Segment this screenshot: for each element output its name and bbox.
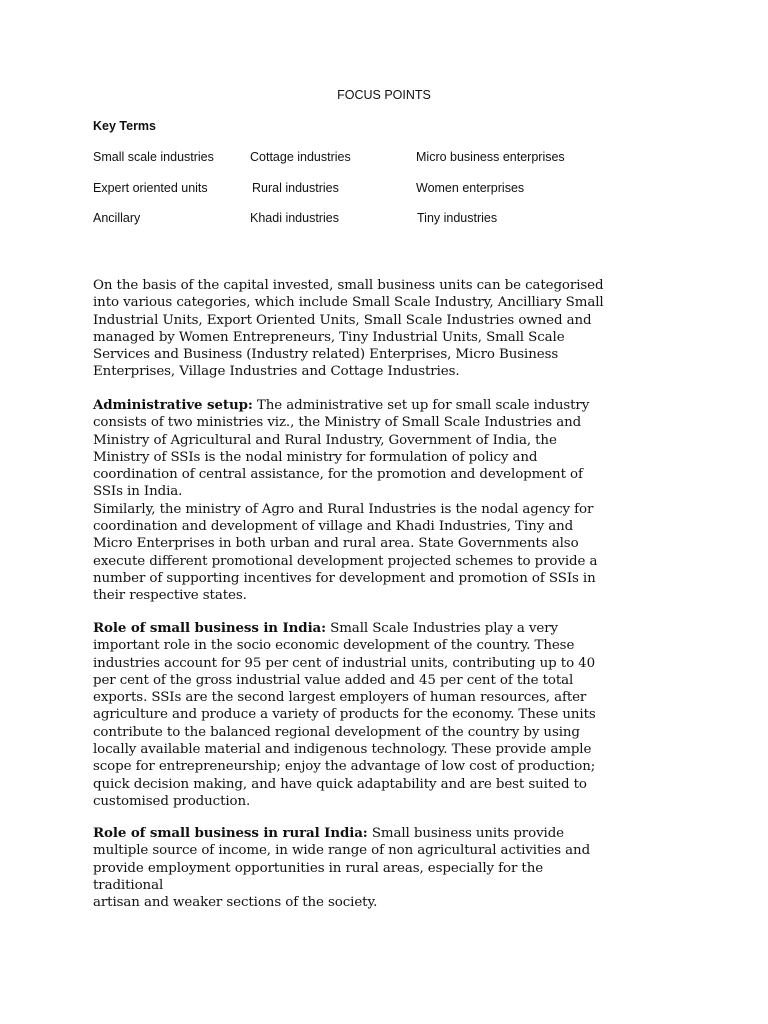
key-term: Tiny industries	[417, 211, 498, 225]
key-terms-title: Key Terms	[93, 119, 156, 133]
role-india-paragraph	[93, 620, 693, 810]
key-term: Micro business enterprises	[416, 150, 565, 164]
role-rural-india-text: Small business units provide multiple source of income, in wide range of non agricultural activities and provide employment opportunities in rural areas, especially for the traditional artisan and weaker sections of the society.	[93, 826, 591, 911]
key-term: Ancillary	[93, 211, 141, 225]
key-term: Rural industries	[252, 181, 339, 195]
intro-paragraph: On the basis of the capital invested, small business units can be categorised into various categories, which include Small Scale Industry, Ancilliary Small Industrial Units, Export Oriented Units, Small Scale Industries owned and managed by Women Entrepreneurs, Tiny Industrial Units, Small Scale Services and Business (Industry related) Enterprises, Micro Business Enterprises, Village Industries and Cottage Industries.	[93, 278, 604, 380]
administrative-setup-paragraph	[93, 397, 693, 605]
key-term: Women enterprises	[416, 181, 525, 195]
key-term: Small scale industries	[93, 150, 214, 164]
key-term: Cottage industries	[250, 150, 351, 164]
role-rural-india-label: Role of small business in rural India:	[93, 825, 368, 841]
administrative-setup-text: The administrative set up for small scale industry consists of two ministries viz., the Ministry of Small Scale Industries and Ministry of Agricultural and Rural Industry, Government of India, the Ministry of SSIs is the nodal ministry for formulation of policy and coordination of central assistance, for the promotion and development of SSIs in India. Similarly, the ministry of Agro and Rural Industries is the nodal agency for coordination and development of village and Khadi Industries, Tiny and Micro Enterprises in both urban and rural area. State Governments also execute different promotional development projected schemes to provide a number of supporting incentives for development and promotion of SSIs in their respective states.	[93, 398, 598, 604]
role-india-label: Role of small business in India:	[93, 620, 326, 636]
page-heading: FOCUS POINTS	[337, 88, 431, 102]
role-india-text: Small Scale Industries play a very important role in the socio economic development of the country. These industries account for 95 per cent of industrial units, contributing up to 40 per cent of the gross industrial value added and 45 per cent of the total exports. SSIs are the second largest employers of human resources, after agriculture and produce a variety of products for the economy. These units contribute to the balanced regional development of the country by using locally available material and indigenous technology. These provide ample scope for entrepreneurship; enjoy the advantage of low cost of production; quick decision making, and have quick adaptability and are best suited to customised production.	[93, 621, 596, 809]
role-rural-india-paragraph	[93, 825, 693, 911]
key-term: Khadi industries	[250, 211, 339, 225]
key-term: Expert oriented units	[93, 181, 208, 195]
administrative-setup-label: Administrative setup:	[93, 397, 253, 413]
